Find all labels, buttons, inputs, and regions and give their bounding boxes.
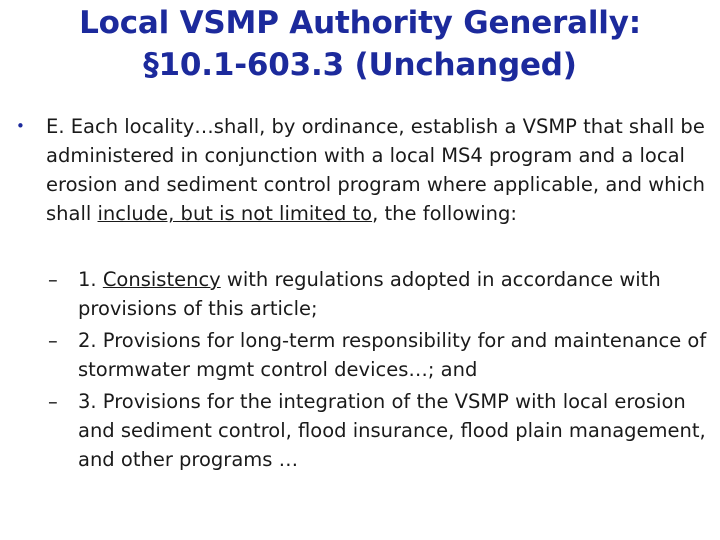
dash-icon: – xyxy=(48,329,58,352)
slide-body xyxy=(14,112,714,477)
dash-icon: – xyxy=(48,390,58,413)
main-bullet-underlined: include, but is not limited to xyxy=(97,202,373,225)
sub-bullet-item-2 xyxy=(48,326,714,384)
title-line-1: Local VSMP Authority Generally: xyxy=(79,5,641,41)
title-line-2: §10.1-603.3 (Unchanged) xyxy=(143,47,577,83)
bullet-icon: • xyxy=(16,117,25,135)
main-bullet xyxy=(14,112,714,228)
main-bullet-text xyxy=(46,112,714,228)
sub-bullet-text-2: 2. Provisions for long-term responsibility for and maintenance of stormwater mgmt control devices…; and xyxy=(78,329,707,381)
sub-item-1-prefix: 1. xyxy=(78,268,103,291)
sub-bullet-text-1 xyxy=(78,265,714,323)
sub-bullet-list xyxy=(48,265,714,474)
sub-bullet-text-3: 3. Provisions for the integration of the VSMP with local erosion and sediment control, flood insurance, flood plain management, and other programs … xyxy=(78,390,706,471)
main-bullet-part1: E. Each locality…shall, by ordinance, establish a VSMP that shall be administered in conjunction with a local MS4 program and a local erosion and sediment control program where applicable, and which shall xyxy=(46,115,706,225)
sub-bullet-item-1 xyxy=(48,265,714,323)
sub-item-1-underlined: Consistency xyxy=(102,268,221,291)
dash-icon: – xyxy=(48,268,58,291)
sub-item-1-rest: with regulations adopted in accordance with provisions of this article; xyxy=(78,268,661,320)
main-bullet-part2: , the following: xyxy=(372,202,517,225)
slide-title xyxy=(0,2,720,86)
sub-bullet-item-3 xyxy=(48,387,714,474)
